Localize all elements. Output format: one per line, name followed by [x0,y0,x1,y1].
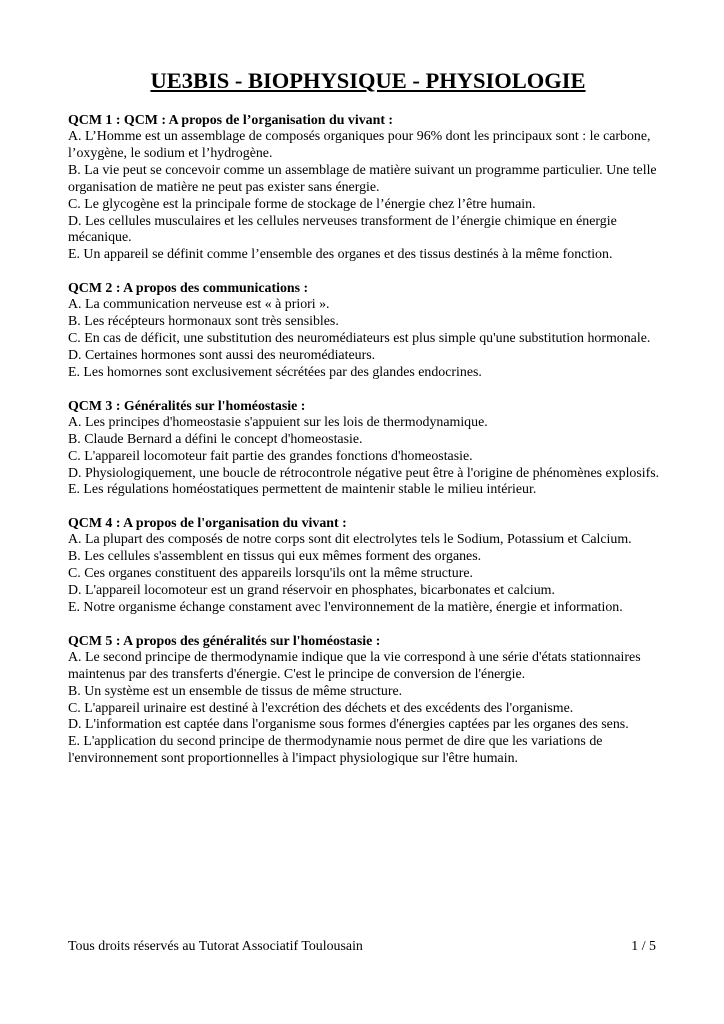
answer-option: E. Les homornes sont exclusivement sécrétées par des glandes endocrines. [68,364,482,380]
page-number: 1 / 5 [631,939,656,954]
answer-option: D. L'information est captée dans l'organisme sous formes d'énergies captées par les organes des sens. [68,717,629,733]
answer-option: B. Les cellules s'assemblent en tissus qui eux mêmes forment des organes. [68,549,482,565]
answer-option: D. Physiologiquement, une boucle de rétrocontrole négative peut être à l'origine de phénomènes explosifs. [68,465,660,481]
answer-option: D. Les cellules musculaires et les cellules nerveuses transforment de l’énergie chimique en énergie mécanique. [68,213,617,246]
answer-option: B. La vie peut se concevoir comme un assemblage de matière suivant un programme particulier. Une telle organisation de matière ne peut pas exister sans énergie. [68,162,657,195]
answer-option: C. En cas de déficit, une substitution des neuromédiateurs est plus simple qu'une substitution hormonale. [68,331,651,347]
footer-copyright: Tous droits réservés au Tutorat Associatif Toulousain [68,939,363,954]
question-block [68,633,668,768]
question-block [68,398,668,500]
question-block [68,280,668,382]
answer-option: B. Claude Bernard a défini le concept d'homeostasie. [68,431,363,447]
answer-option: A. La plupart des composés de notre corps sont dit electrolytes tels le Sodium, Potassium et Calcium. [68,532,632,548]
question-title: QCM 2 : A propos des communications : [68,281,309,297]
question-title: QCM 5 : A propos des généralités sur l'homéostasie : [68,633,381,649]
answer-option: E. Un appareil se définit comme l’ensemble des organes et des tissus destinés à la même fonction. [68,247,613,263]
answer-option: E. Notre organisme échange constament avec l'environnement de la matière, énergie et information. [68,599,623,615]
answer-option: D. Certaines hormones sont aussi des neuromédiateurs. [68,347,376,363]
answer-option: A. Le second principe de thermodynamie indique que la vie correspond à une série d'états stationnaires maintenus par des transferts d'énergie. C'est le principe de conversion de l'énergie. [68,649,641,682]
answer-option: C. Le glycogène est la principale forme de stockage de l’énergie chez l’être humain. [68,196,536,212]
answer-option: A. Les principes d'homeostasie s'appuient sur les lois de thermodynamique. [68,414,488,430]
question-title: QCM 4 : A propos de l'organisation du vivant : [68,516,347,532]
answer-option: D. L'appareil locomoteur est un grand réservoir en phosphates, bicarbonates et calcium. [68,583,555,599]
question-title: QCM 3 : Généralités sur l'homéostasie : [68,398,306,414]
answer-option: E. Les régulations homéostatiques permettent de maintenir stable le milieu intérieur. [68,482,537,498]
answer-option: B. Les récépteurs hormonaux sont très sensibles. [68,314,339,330]
answer-option: C. L'appareil urinaire est destiné à l'excrétion des déchets et des excédents des l'organisme. [68,700,574,716]
question-block [68,515,668,617]
question-block [68,112,668,264]
question-list [68,112,668,784]
answer-option: C. L'appareil locomoteur fait partie des grandes fonctions d'homeostasie. [68,448,473,464]
answer-option: A. L’Homme est un assemblage de composés organiques pour 96% dont les principaux sont : le carbone, l’oxygène, le sodium et l’hydrogène. [68,129,651,161]
page-title: UE3BIS - BIOPHYSIQUE - PHYSIOLOGIE [150,68,586,93]
answer-option: C. Ces organes constituent des appareils lorsqu'ils ont la même structure. [68,566,473,582]
document-page [68,0,668,1024]
question-title: QCM 1 : QCM : A propos de l’organisation du vivant : [68,113,394,128]
answer-option: E. L'application du second principe de thermodynamie nous permet de dire que les variations de l'environnement sont proportionnelles à l'impact physiologique sur l'être humain. [68,734,603,767]
answer-option: B. Un système est un ensemble de tissus de même structure. [68,683,403,699]
answer-option: A. La communication nerveuse est « à priori ». [68,297,330,313]
